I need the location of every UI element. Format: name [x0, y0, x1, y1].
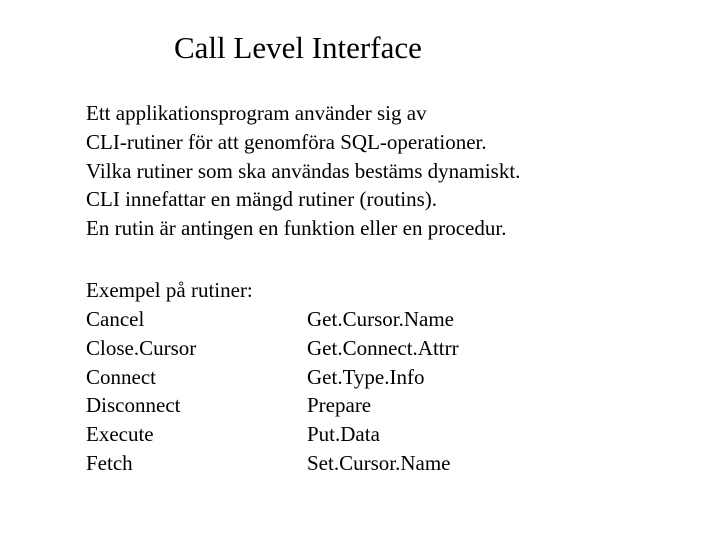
routine-item: Connect: [86, 364, 156, 389]
routine-item: Prepare: [307, 393, 372, 418]
routine-item: Execute: [86, 422, 154, 447]
examples-heading: Exempel på rutiner:: [86, 278, 253, 302]
routine-item: Get.Cursor.Name: [307, 307, 454, 331]
intro-line: Ett applikationsprogram använder sig av: [86, 101, 427, 125]
routines-list-left: [86, 305, 196, 478]
routine-item: Get.Type.Info: [307, 364, 425, 389]
intro-line: CLI-rutiner för att genomföra SQL-operationer.: [86, 129, 487, 154]
routine-item: Disconnect: [86, 393, 181, 418]
intro-paragraph: [86, 99, 520, 243]
routine-item: Get.Connect.Attrr: [307, 335, 459, 360]
routine-item: Cancel: [86, 307, 145, 331]
routine-item: Put.Data: [307, 422, 380, 447]
slide-title: Call Level Interface: [174, 30, 422, 65]
routine-item: Fetch: [86, 450, 133, 475]
intro-line: Vilka rutiner som ska användas bestäms dynamiskt.: [86, 158, 521, 183]
routine-item: Close.Cursor: [86, 335, 197, 360]
routines-list-right: [307, 305, 459, 478]
intro-line: CLI innefattar en mängd rutiner (routins).: [86, 187, 438, 212]
intro-line: En rutin är antingen en funktion eller en procedur.: [86, 216, 507, 241]
routine-item: Set.Cursor.Name: [307, 450, 451, 475]
